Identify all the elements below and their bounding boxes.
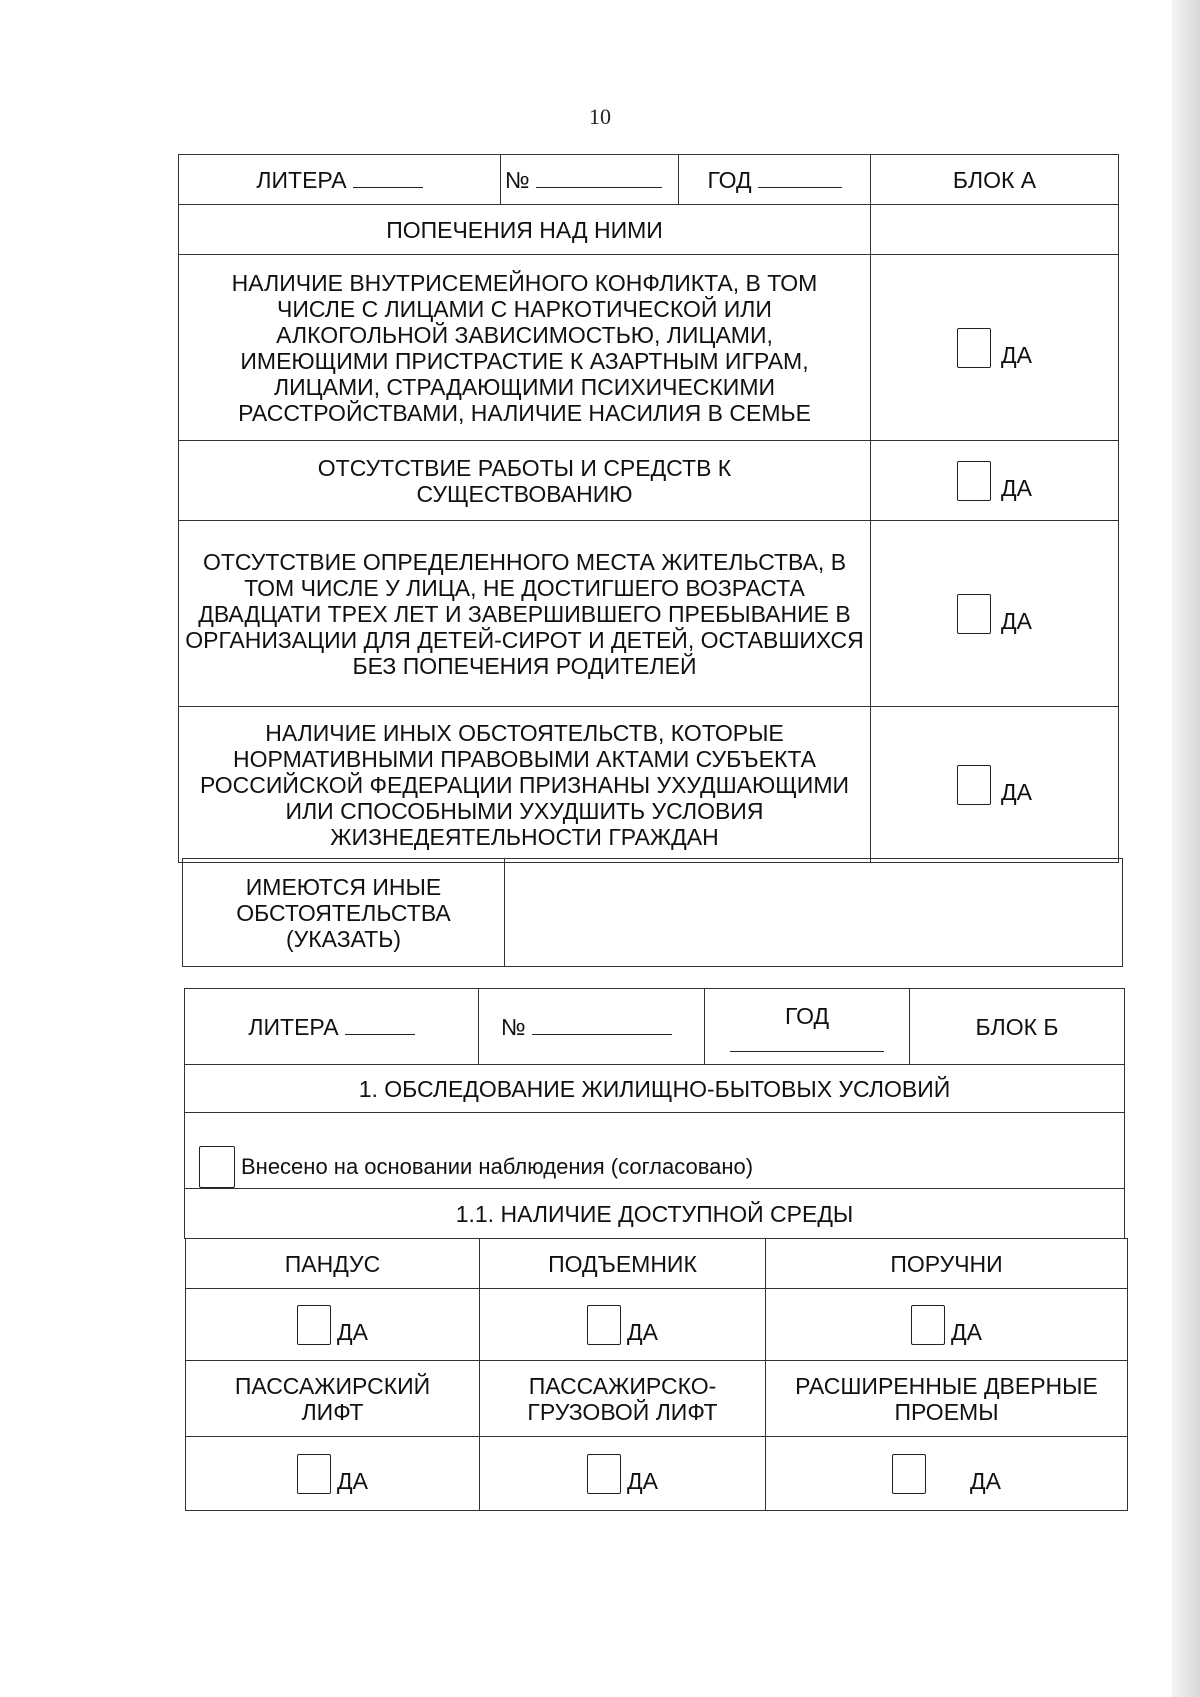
accessibility-table [185,1238,1128,1511]
feature-option-handrails[interactable]: ДА [766,1289,1128,1361]
number-field[interactable]: № [501,155,679,205]
page-number: 10 [589,104,611,129]
other-circumstances-row [183,859,1123,967]
feature-option-lift-platform[interactable]: ДА [480,1289,766,1361]
criteria-text: НАЛИЧИЕ ВНУТРИСЕМЕЙНОГО КОНФЛИКТА, В ТОМ ЧИСЛЕ С ЛИЦАМИ С НАРКОТИЧЕСКОЙ ИЛИ АЛКОГОЛЬНОЙ ЗАВИСИМОСТЬЮ, ЛИЦАМИ, ИМЕЮЩИМИ ПРИСТРАСТИЕ К АЗАРТНЫМ ИГРАМ, ЛИЦАМИ, СТРАДАЮЩИМИ ПСИХИЧЕСКИМИ РАССТРОЙСТВАМИ, НАЛИЧИЕ НАСИЛИЯ В СЕМЬЕ [179,255,871,441]
criteria-row [179,255,1119,441]
criteria-text: ОТСУТСТВИЕ РАБОТЫ И СРЕДСТВ К СУЩЕСТВОВАНИЮ [179,441,871,521]
block-a-label: БЛОК А [871,155,1119,205]
feature-label-handrails: ПОРУЧНИ [766,1239,1128,1289]
subsection-title-row [185,1189,1125,1239]
other-circumstances-table [182,858,1123,967]
feature-label-passenger-lift: ПАССАЖИРСКИЙ ЛИФТ [186,1361,480,1437]
number-field[interactable]: № [479,989,705,1065]
checkbox[interactable] [957,765,991,805]
block-b-label: БЛОК Б [910,989,1125,1065]
continuation-empty-cell [871,205,1119,255]
feature-label-ramp: ПАНДУС [186,1239,480,1289]
checkbox[interactable] [587,1305,621,1345]
observation-row [185,1113,1125,1189]
criteria-row [179,521,1119,707]
checkbox[interactable] [587,1454,621,1494]
litera-field[interactable]: ЛИТЕРА [179,155,501,205]
year-field[interactable]: ГОД [705,989,910,1065]
block-a-table [178,154,1119,863]
observation-option[interactable] [185,1113,1125,1189]
checkbox[interactable] [957,328,991,368]
continuation-text: ПОПЕЧЕНИЯ НАД НИМИ [179,205,871,255]
feature-option-wide-doors[interactable]: ДА [766,1437,1128,1511]
page-edge-shadow [1172,0,1200,1697]
accessibility-options-row [186,1437,1128,1511]
criteria-text: ОТСУТСТВИЕ ОПРЕДЕЛЕННОГО МЕСТА ЖИТЕЛЬСТВА, В ТОМ ЧИСЛЕ У ЛИЦА, НЕ ДОСТИГШЕГО ВОЗРАСТА ДВАДЦАТИ ТРЕХ ЛЕТ И ЗАВЕРШИВШЕГО ПРЕБЫВАНИЕ В ОРГАНИЗАЦИИ ДЛЯ ДЕТЕЙ-СИРОТ И ДЕТЕЙ, ОСТАВШИХСЯ БЕЗ ПОПЕЧЕНИЯ РОДИТЕЛЕЙ [179,521,871,707]
block-b-header-row [185,989,1125,1065]
litera-field[interactable]: ЛИТЕРА [185,989,479,1065]
accessibility-options-row [186,1289,1128,1361]
section-title-row [185,1065,1125,1113]
checkbox[interactable] [957,461,991,501]
year-field[interactable]: ГОД [679,155,871,205]
checkbox[interactable] [957,594,991,634]
criteria-option[interactable]: ДА [871,441,1119,521]
criteria-option[interactable]: ДА [871,255,1119,441]
accessibility-labels-row [186,1361,1128,1437]
feature-option-freight-lift[interactable]: ДА [480,1437,766,1511]
accessibility-labels-row [186,1239,1128,1289]
observation-label: Внесено на основании наблюдения (согласовано) [241,1154,754,1179]
criteria-option[interactable]: ДА [871,707,1119,863]
criteria-row [179,441,1119,521]
checkbox[interactable] [892,1454,926,1494]
feature-option-passenger-lift[interactable]: ДА [186,1437,480,1511]
criteria-row [179,707,1119,863]
continuation-row [179,205,1119,255]
checkbox[interactable] [297,1454,331,1494]
other-circumstances-input[interactable] [505,859,1123,967]
feature-option-ramp[interactable]: ДА [186,1289,480,1361]
checkbox[interactable] [911,1305,945,1345]
feature-label-freight-lift: ПАССАЖИРСКО-ГРУЗОВОЙ ЛИФТ [480,1361,766,1437]
feature-label-lift-platform: ПОДЪЕМНИК [480,1239,766,1289]
checkbox[interactable] [297,1305,331,1345]
block-a-header-row [179,155,1119,205]
section-title: 1. ОБСЛЕДОВАНИЕ ЖИЛИЩНО-БЫТОВЫХ УСЛОВИЙ [185,1065,1125,1113]
criteria-text: НАЛИЧИЕ ИНЫХ ОБСТОЯТЕЛЬСТВ, КОТОРЫЕ НОРМАТИВНЫМИ ПРАВОВЫМИ АКТАМИ СУБЪЕКТА РОССИЙСКОЙ ФЕДЕРАЦИИ ПРИЗНАНЫ УХУДШАЮЩИМИ ИЛИ СПОСОБНЫМИ УХУДШИТЬ УСЛОВИЯ ЖИЗНЕДЕЯТЕЛЬНОСТИ ГРАЖДАН [179,707,871,863]
other-circumstances-label: ИМЕЮТСЯ ИНЫЕ ОБСТОЯТЕЛЬСТВА (УКАЗАТЬ) [183,859,505,967]
observation-checkbox[interactable] [199,1146,235,1188]
feature-label-wide-doors: РАСШИРЕННЫЕ ДВЕРНЫЕ ПРОЕМЫ [766,1361,1128,1437]
criteria-option[interactable]: ДА [871,521,1119,707]
subsection-title: 1.1. НАЛИЧИЕ ДОСТУПНОЙ СРЕДЫ [185,1189,1125,1239]
block-b-table [184,988,1125,1239]
